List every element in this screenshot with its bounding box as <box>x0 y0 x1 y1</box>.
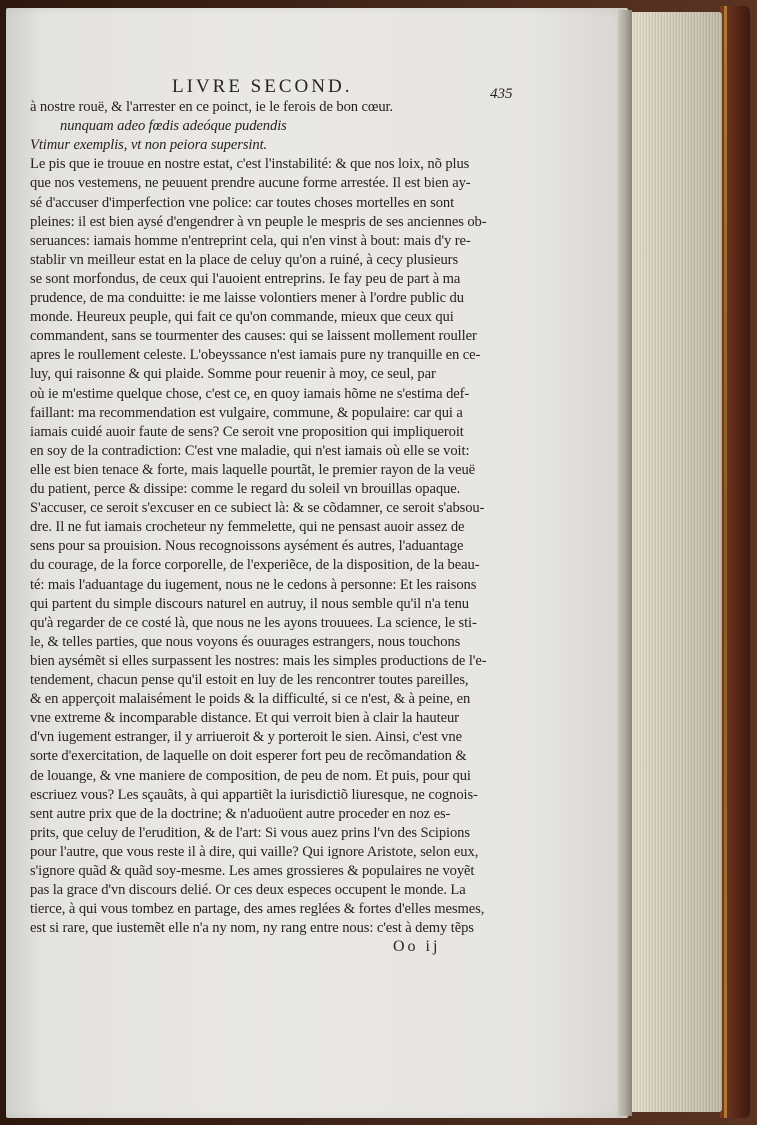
text-line: à nostre rouë, & l'arrester en ce poinct, ie le ferois de bon cœur. <box>30 99 394 115</box>
text-line: Vtimur exemplis, vt non peiora supersint. <box>30 137 268 154</box>
text-line: escriuez vous? Les sçauãts, à qui appartiẽt la iurisdictiõ liuresque, ne cognois- <box>30 786 478 803</box>
text-line: vne extreme & incomparable distance. Et qui verroit bien à clair la hauteur <box>30 710 459 727</box>
text-line: luy, qui raisonne & qui plaide. Somme pour reuenir à moy, ce seul, par <box>30 366 436 383</box>
text-line: elle est bien tenace & forte, mais laquelle pourtãt, le premier rayon de la veuë <box>30 461 476 478</box>
text-line: sens pour sa prouision. Nous recognoissons aysément és autres, l'aduantage <box>30 538 464 555</box>
text-line: qu'à regarder de ce costé là, que nous ne les ayons trouuees. La science, le sti- <box>30 614 477 631</box>
text-line: tendement, chacun pense qu'il estoit en luy de les rencontrer toutes pareilles, <box>30 672 469 688</box>
text-line: prits, que celuy de l'erudition, & de l'art: Si vous auez prins l'vn des Scipions <box>30 824 470 841</box>
text-line: & en apperçoit malaisément le poids & la difficulté, si ce n'est, & à peine, en <box>30 691 471 708</box>
text-line: bien aysémẽt si elles surpassent les nostres: mais les simples productions de l'e- <box>30 652 487 669</box>
text-line: faillant: ma recommendation est vulgaire, commune, & populaire: car qui a <box>30 404 463 421</box>
page-number: 435 <box>490 86 513 102</box>
running-head: LIVRE SECOND. <box>172 76 353 97</box>
text-line: té: mais l'aduantage du iugement, nous ne le cedons à personne: Et les raisons <box>30 576 477 593</box>
text-line: nunquam adeo fœdis adeóque pudendis <box>60 118 287 135</box>
text-line: s'ignore quãd & quãd soy-mesme. Les ames grossieres & populaires ne voyẽt <box>30 863 475 879</box>
text-line: prudence, de ma conduitte: ie me laisse volontiers mener à l'ordre public du <box>30 290 464 306</box>
signature-mark: Oo ij <box>393 938 441 955</box>
page-edges <box>630 12 722 1112</box>
text-line: sé d'accuser d'imperfection vne police: car toutes choses mortelles en sont <box>30 194 455 211</box>
text-line: seruances: iamais homme n'entreprint cela, qui n'en vinst à bout: mais d'y re- <box>30 232 471 249</box>
text-line: qui partent du simple discours naturel en autruy, il nous semble qu'il n'a tenu <box>30 595 469 612</box>
text-line: commandent, sans se tourmenter des causes: qui se laissent mollement rouller <box>30 328 477 345</box>
text-line: stablir vn meilleur estat en la place de celuy qu'on a ruiné, à cecy plusieurs <box>30 251 459 268</box>
text-line: monde. Heureux peuple, qui fait ce qu'on commande, mieux que ceux qui <box>30 309 454 326</box>
page-gutter <box>618 10 632 1116</box>
text-line: pas la grace d'vn discours delié. Or ces deux especes occupent le monde. La <box>30 882 466 899</box>
text-line: le, & telles parties, que nous voyons és ouurages estrangers, nous touchons <box>30 633 461 650</box>
text-line: de louange, & vne maniere de composition, de peu de nom. Et puis, pour qui <box>30 767 471 784</box>
text-line: Le pis que ie trouue en nostre estat, c'est l'instabilité: & que nos loix, nõ plus <box>30 156 470 173</box>
book-cover-edge <box>720 6 750 1118</box>
text-line: pour l'autre, que vous reste il à dire, qui vaille? Qui ignore Aristote, selon eux, <box>30 843 479 860</box>
text-line: en soy de la contradiction: C'est vne maladie, qui n'est iamais où elle se voit: <box>30 442 470 459</box>
text-line: apres le roullement celeste. L'obeyssance n'est iamais pure ny tranquille en ce- <box>30 347 481 364</box>
text-line: S'accuser, ce seroit s'excuser en ce subiect là: & se cõdamner, ce seroit s'absou- <box>30 500 485 517</box>
text-line: pleines: il est bien aysé d'engendrer à vn peuple le mespris de ses anciennes ob- <box>30 213 487 230</box>
text-line: que nos vestemens, ne peuuent prendre aucune forme arrestée. Il est bien ay- <box>30 175 471 192</box>
text-line: est si rare, que iustemẽt elle n'a ny nom, ny rang entre nous: c'est à demy tẽps <box>30 920 474 937</box>
gilt-line <box>724 6 727 1118</box>
text-line: iamais cuidé auoir faute de sens? Ce seroit vne proposition qui impliqueroit <box>30 423 464 440</box>
text-line: sent autre prix que de la doctrine; & n'aduoüent autre proceder en noz es- <box>30 805 451 822</box>
text-line: tierce, à qui vous tombez en partage, des ames reglées & fortes d'elles mesmes, <box>30 901 485 918</box>
text-line: du patient, perce & dissipe: comme le regard du soleil vn brouillas opaque. <box>30 481 461 497</box>
text-line: se sont morfondus, de ceux qui l'auoient entreprins. Ie fay peu de part à ma <box>30 270 461 287</box>
text-line: du courage, de la force corporelle, de l'experiẽce, de la disposition, de la beau- <box>30 557 480 574</box>
text-line: dre. Il ne fut iamais crocheteur ny femmelette, qui ne pensast auoir assez de <box>30 519 465 536</box>
text-line: d'vn iugement estranger, il y arriueroit & y porteroit le sien. Ainsi, c'est vne <box>30 729 462 746</box>
text-line: sorte d'exercitation, de laquelle on doit esperer fort peu de recõmandation & <box>30 748 467 765</box>
text-line: où ie m'estime quelque chose, c'est ce, en quoy iamais hõme ne s'estima def- <box>30 385 470 402</box>
